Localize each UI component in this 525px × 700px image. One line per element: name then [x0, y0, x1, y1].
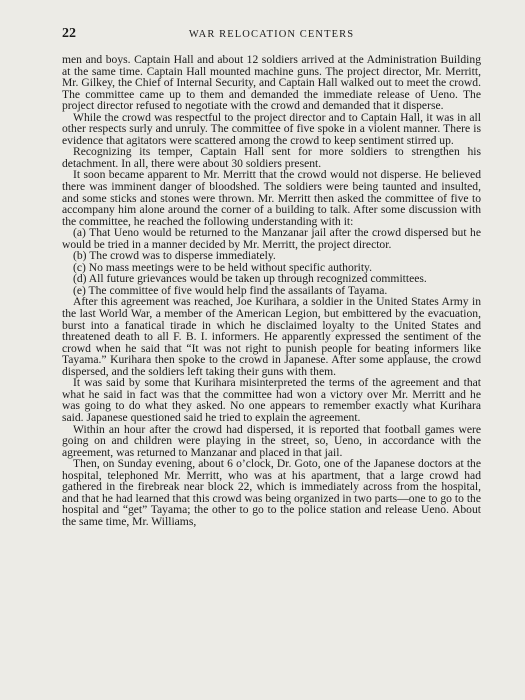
paragraph: After this agreement was reached, Joe Kurihara, a soldier in the United States Army in the last World War, a member of the American Legion, but embittered by the evacuation, burst into a fanatical tirade in which he disclaimed loyalty to the United States and threatened death to all F. B. I. informers. He apparently expressed the sentiment of the crowd when he said that “It was not right to punish people for beating informers like Tayama.” Kurihara then spoke to the crowd in Japanese. After some applause, the crowd dispersed, and the soldiers left taking their guns with them.: [62, 295, 481, 378]
agreement-item-e: (e) The committee of five would help find the assailants of Tayama.: [73, 283, 388, 297]
paragraph: Within an hour after the crowd had dispersed, it is reported that football games were going on and children were playing in the street, so, Ueno, in accordance with the agreement, was returned to Manzanar and placed in that jail.: [62, 422, 481, 459]
running-head: WAR RELOCATION CENTERS: [188, 29, 355, 40]
agreement-item-d: (d) All future grievances would be taken up through recognized committees.: [73, 272, 427, 286]
paragraph: men and boys. Captain Hall and about 12 soldiers arrived at the Administration Building at the same time. Captain Hall mounted machine guns. The project director, Mr. Merritt, Mr. Gilkey, the Chief of Internal Security, and Captain Hall walked out to meet the crowd. The committee came up to them and demanded the immediate release of Ueno. The project director refused to negotiate with the crowd and demanded that it disperse.: [62, 53, 481, 113]
agreement-item-b: (b) The crowd was to disperse immediately.: [73, 249, 276, 263]
paragraph: It soon became apparent to Mr. Merritt that the crowd would not disperse. He believed there was imminent danger of bloodshed. The soldiers were being taunted and insulted, and some sticks and stones were thrown. Mr. Merritt then asked the committee of five to accompany him alone around the corner of a building to talk. After some discussion with the committee, he reached the following understanding with it:: [62, 168, 481, 228]
paragraph: While the crowd was respectful to the project director and to Captain Hall, it was in all other respects surly and unruly. The committee of five spoke in a violent manner. There is evidence that agitators were scattered among the crowd to keep sentiment stirred up.: [62, 110, 481, 147]
paragraph: Recognizing its temper, Captain Hall sent for more soldiers to strengthen his detachment. In all, there were about 30 soldiers present.: [62, 145, 481, 170]
page-number: 22: [62, 26, 76, 41]
body-text: [62, 54, 481, 527]
paragraph: Then, on Sunday evening, about 6 o’clock, Dr. Goto, one of the Japanese doctors at the hospital, telephoned Mr. Merritt, who was at his apartment, that a large crowd had gathered in the firebreak near block 22, which is immediately across from the hospital, and that he had learned that this crowd was being organized in two parts—one to go to the hospital and “get” Tayama; the other to go to the police station and release Ueno. About the same time, Mr. Williams,: [62, 457, 481, 528]
paragraph: It was said by some that Kurihara misinterpreted the terms of the agreement and that what he said in fact was that the committee had won a victory over Mr. Merritt and he was going to do what they asked. No one appears to remember exactly what Kurihara said. Japanese questioned said he tried to explain the agreement.: [62, 376, 481, 424]
page-header: [62, 26, 481, 48]
agreement-item-a: (a) That Ueno would be returned to the Manzanar jail after the crowd dispersed but he would be tried in a manner decided by Mr. Merritt, the project director.: [62, 226, 481, 251]
agreement-item-c: (c) No mass meetings were to be held without specific authority.: [73, 260, 372, 274]
